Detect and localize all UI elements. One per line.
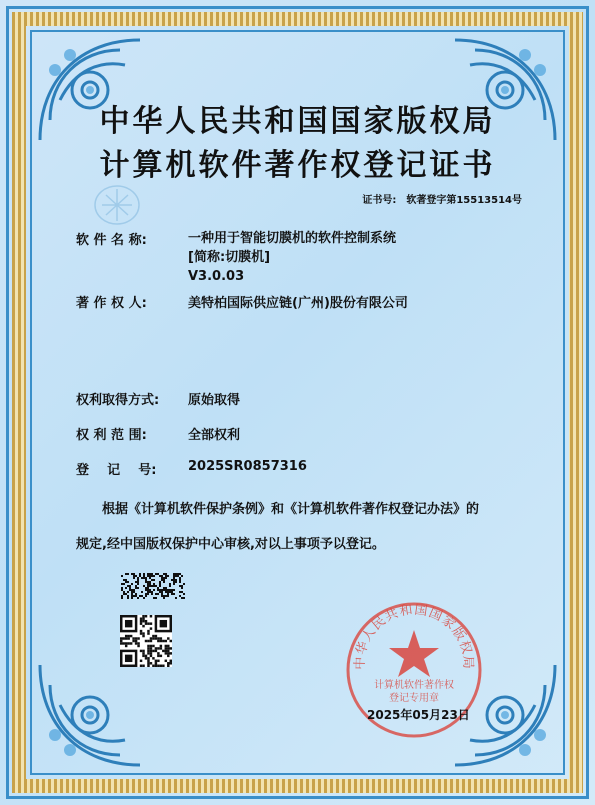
registration-number-value: 2025SR0857316	[188, 459, 307, 474]
seal-outer-text: 中华人民共和国国家版权局	[352, 602, 476, 670]
copyright-owner-row	[76, 292, 408, 311]
seal-inner-text-line2: 登记专用章	[389, 693, 439, 704]
software-name-row	[76, 229, 397, 284]
certificate-title-line1: 中华人民共和国国家版权局	[99, 104, 496, 139]
issue-date: 2025年05月23日	[367, 708, 470, 722]
software-version: V3.0.03	[188, 269, 245, 284]
rights-scope-value: 全部权利	[188, 428, 241, 443]
seal-inner-text-line1: 计算机软件著作权	[374, 680, 454, 691]
seal-star-icon	[389, 630, 439, 677]
acquisition-method-label: 权利取得方式:	[76, 393, 160, 408]
rights-scope-label: 权 利 范 围:	[76, 428, 147, 443]
acquisition-method-value: 原始取得	[188, 393, 241, 408]
certificate-number	[362, 191, 522, 206]
software-name-label: 软 件 名 称:	[76, 233, 147, 248]
software-name-value: 一种用于智能切膜机的软件控制系统	[188, 231, 397, 246]
barcode-icon	[121, 573, 185, 599]
software-short-name: [简称:切膜机]	[188, 250, 271, 265]
corner-ornament-icon	[30, 655, 150, 775]
rights-scope-row	[76, 424, 241, 443]
certificate-number-value: 软著登字第15513514号	[406, 195, 522, 206]
copyright-owner-value: 美特柏国际供应链(广州)股份有限公司	[188, 296, 408, 311]
acquisition-method-row	[76, 389, 241, 408]
emblem-watermark-icon	[92, 183, 142, 227]
copyright-owner-label: 著 作 权 人:	[76, 296, 147, 311]
statement-line1: 根据《计算机软件保护条例》和《计算机软件著作权登记办法》的	[102, 502, 480, 517]
certificate-number-label: 证书号:	[362, 195, 397, 206]
registration-number-label: 登 记 号:	[76, 463, 157, 478]
certificate-title-line2: 计算机软件著作权登记证书	[99, 148, 496, 183]
qr-code-icon	[120, 615, 172, 667]
statement-line2: 规定,经中国版权保护中心审核,对以上事项予以登记。	[76, 537, 385, 552]
registration-number-row	[76, 459, 307, 478]
